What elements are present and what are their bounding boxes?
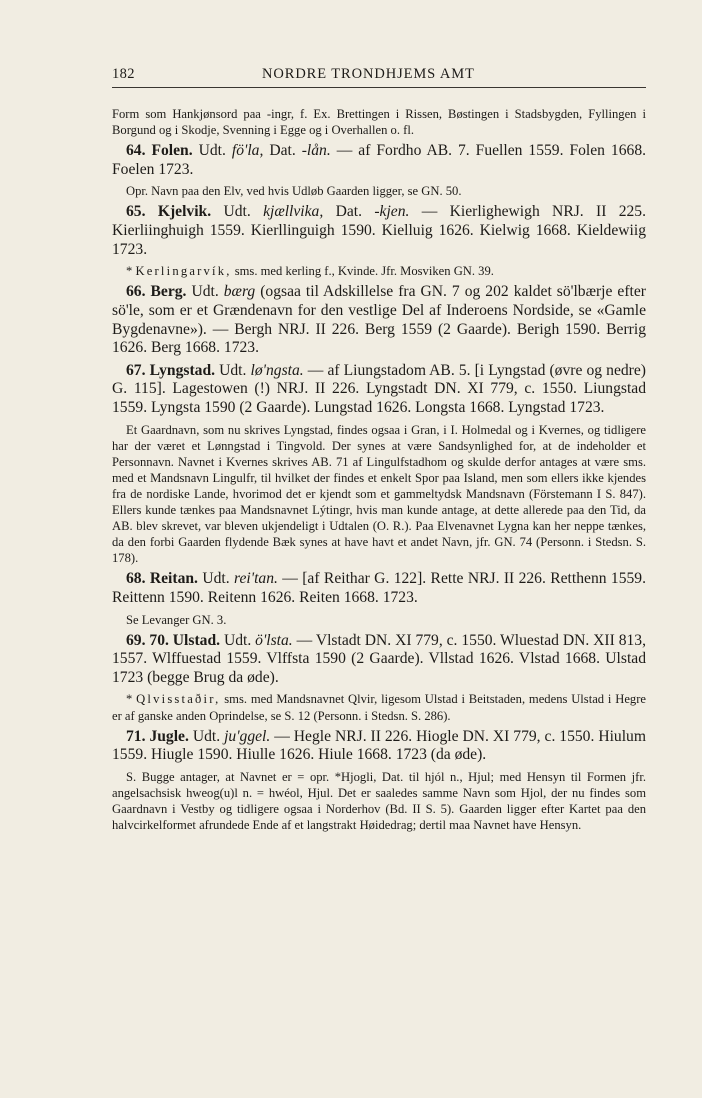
- entry-udt: Udt.: [192, 727, 221, 745]
- entry-note: [112, 769, 646, 833]
- entry-udt: Udt.: [202, 570, 230, 588]
- entry-grammar-form: -lån.: [301, 142, 331, 160]
- entry-number: 64.: [126, 142, 146, 160]
- entry-pronunciation: bærg: [223, 283, 256, 301]
- entry-note: [112, 422, 646, 567]
- note-etymon: Kerlingarvík,: [135, 264, 232, 279]
- entry-name: Ulstad.: [172, 631, 221, 649]
- entry-pronunciation: lø'ngsta.: [250, 361, 304, 379]
- entry-udt: Udt.: [198, 142, 226, 160]
- running-title: NORDRE TRONDHJEMS AMT: [262, 66, 475, 82]
- page-header: [112, 66, 646, 88]
- entry-pronunciation: kjællvika,: [263, 203, 324, 221]
- place-entry: [112, 203, 646, 259]
- entry-name: Jugle.: [149, 727, 189, 745]
- entry-udt: Udt.: [219, 361, 247, 379]
- note-text: Se Levanger GN. 3.: [126, 612, 227, 627]
- entry-grammar: Dat.: [269, 142, 296, 160]
- intro-paragraph: Form som Hankjønsord paa -ingr, f. Ex. Brettingen i Rissen, Bøstingen i Stadsbygden, Fyllingen i Borgund og i Skodje, Svenning i Egge og i Overhallen o. fl.: [112, 107, 646, 138]
- note-asterisk: *: [126, 692, 133, 707]
- entry-number: 67.: [126, 361, 146, 379]
- entry-note: [112, 612, 646, 628]
- note-text: Opr. Navn paa den Elv, ved hvis Udløb Gaarden ligger, se GN. 50.: [126, 184, 462, 199]
- note-etymon: Qlvisstaðir,: [136, 692, 221, 707]
- note-asterisk: *: [126, 264, 133, 279]
- entry-grammar-form: -kjen.: [374, 203, 410, 221]
- entry-pronunciation: ju'ggel.: [224, 727, 271, 745]
- entry-text: (ogsaa til Adskillelse fra GN. 7 og 202 kaldet sö'lbærje efter sö'le, som er et Grændenavn for den vestlige Del af Inderoens Nordside, se «Gamle Bygdenavne»). — Bergh NRJ. II 226. Berg 1559 (2 Gaarde). Berigh 1590. Berrig 1626. Berg 1668. 1723.: [112, 283, 646, 357]
- page-number: 182: [112, 66, 135, 82]
- entry-text: — Kierlighewigh NRJ. II 225. Kierliinghuigh 1559. Kierllinguigh 1590. Kielluig 1626. Kielwig 1668. Kieldewiig 1723.: [112, 203, 646, 258]
- entry-note: [112, 691, 646, 723]
- entry-udt: Udt.: [223, 203, 251, 221]
- entry-name: Lyngstad.: [149, 361, 216, 379]
- entry-pronunciation: fö'la,: [231, 142, 264, 160]
- entry-text: — af Liungstadom AB. 5. [i Lyngstad (øvre og nedre) G. 115]. Lagestowen (!) NRJ. II 226. Lyngstadt DN. XI 779, c. 1550. Liungstad 1559. Lyngsta 1590 (2 Gaarde). Lungstad 1626. Longsta 1668. Lyngstad 1723.: [112, 361, 646, 416]
- place-entry: [112, 632, 646, 688]
- place-entry: [112, 142, 646, 179]
- note-text: sms. med kerling f., Kvinde. Jfr. Mosviken GN. 39.: [234, 264, 494, 279]
- place-entry: [112, 362, 646, 418]
- note-text: S. Bugge antager, at Navnet er = opr. *Hjogli, Dat. til hjól n., Hjul; med Hensyn til Formen jfr. angelsachsisk hweog(u)l n. = hwéol, Hjul. Det er saaledes samme Navn som Hjol, der nu findes som Gaardnavn i Vestby og tidligere ogsaa i Norderhov (Bd. II S. 5). Gaarden ligger efter Kartet paa den halvcirkelformet afrundede Ende af et langstrakt Høidedrag; dertil maa Navnet have Hensyn.: [112, 769, 646, 833]
- note-text: Et Gaardnavn, som nu skrives Lyngstad, findes ogsaa i Gran, i I. Holmedal og i Kvernes, og tidligere har der været et Lønngstad i Tingvold. Der synes at være Sandsynlighed for, at de indeholder et Personnavn. Navnet i Kvernes skrives AB. 71 af Lingulfstadhom og skulde derfor antages at være sms. med et Mandsnavn Lingulfr, til hvilket der findes et enkelt Spor paa Island, men som ellers ikke kjendes fra de nordiske Lande, hvorimod det er kjendt som et gammeltydsk Mandsnavn (Förstemann I S. 847). Ellers kunde tænkes paa Mandsnavnet Lýtingr, hvis man kunde antage, at dette allerede paa den Tid, da AB. blev skrevet, var bleven ukjendeligt i Udtalen (O. R.). Paa Elvenavnet Lygna kan her neppe tænkes, da den forbi Gaarden flydende Bæk synes at have havt et andet Navn, jfr. GN. 74 (Personn. i Stedsn. S. 178).: [112, 422, 646, 566]
- entry-text: — Hegle NRJ. II 226. Hiogle DN. XI 779, c. 1550. Hiulum 1559. Hiugle 1590. Hiulle 1626. Hiule 1668. 1723 (da øde).: [112, 727, 646, 764]
- entry-number: 68.: [126, 570, 146, 588]
- place-entry: [112, 283, 646, 357]
- entry-name: Berg.: [150, 283, 187, 301]
- entry-pronunciation: ö'lsta.: [255, 631, 293, 649]
- place-entry: [112, 728, 646, 765]
- entry-note: [112, 183, 646, 199]
- entry-number: 66.: [126, 283, 146, 301]
- place-entry: [112, 570, 646, 607]
- entry-name: Kjelvik.: [157, 203, 212, 221]
- entry-text: — af Fordho AB. 7. Fuellen 1559. Folen 1668. Foelen 1723.: [112, 142, 647, 178]
- entry-note: [112, 263, 646, 279]
- entry-text: — [af Reithar G. 122]. Rette NRJ. II 226. Retthenn 1559. Reittenn 1590. Reitenn 1626. Reiten 1668. 1723.: [112, 570, 646, 606]
- entry-grammar: Dat.: [335, 203, 363, 221]
- entry-list: [112, 142, 646, 833]
- entry-name: Folen.: [151, 142, 193, 160]
- entry-text: — Vlstadt DN. XI 779, c. 1550. Wluestad DN. XII 813, 1557. Wlffuestad 1559. Vlffsta 1590 (2 Gaarde). Vllstad 1626. Vlstad 1668. Ulstad 1723 (begge Brug da øde).: [112, 631, 646, 686]
- entry-name: Reitan.: [149, 570, 198, 588]
- entry-udt: Udt.: [223, 631, 252, 649]
- note-text: sms. med Mandsnavnet Qlvir, ligesom Ulstad i Beitstaden, medens Ulstad i Hegre er af ganske anden Oprindelse, se S. 12 (Personn. i Stedsn. S. 286).: [112, 692, 646, 723]
- entry-pronunciation: rei'tan.: [234, 570, 278, 588]
- entry-number: 69. 70.: [126, 631, 169, 649]
- entry-number: 65.: [126, 203, 146, 221]
- entry-number: 71.: [126, 727, 146, 745]
- entry-udt: Udt.: [191, 283, 219, 301]
